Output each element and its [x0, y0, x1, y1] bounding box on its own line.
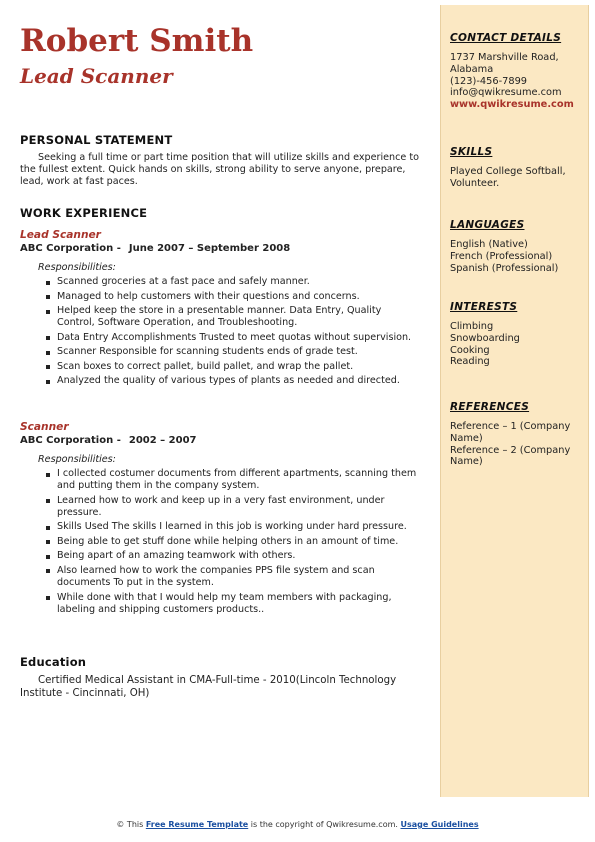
main-column [20, 22, 420, 699]
responsibilities-list [20, 468, 420, 616]
contact-email[interactable]: info@qwikresume.com [450, 87, 562, 99]
list-item: Climbing [450, 321, 494, 332]
responsibilities-label: Responsibilities: [38, 262, 116, 273]
contact-section [450, 32, 582, 111]
skills-heading: SKILLS [450, 146, 493, 158]
languages-list [450, 239, 582, 274]
list-item: Reading [450, 356, 490, 368]
interests-list [450, 321, 582, 368]
work-experience-heading: WORK EXPERIENCE [20, 206, 148, 220]
sidebar [440, 5, 589, 797]
usage-guidelines-link[interactable]: Usage Guidelines [400, 820, 479, 829]
list-item: Data Entry Accomplishments Trusted to meet quotas without supervision. [57, 332, 420, 344]
list-item: Snowboarding [450, 332, 520, 344]
references-list [450, 421, 582, 468]
job-company [20, 242, 420, 255]
footer-middle: is the copyright of Qwikresume.com. [248, 820, 401, 829]
job-title: Scanner [20, 421, 69, 433]
contact-website[interactable]: www.qwikresume.com [450, 99, 574, 111]
job-entry [20, 229, 420, 390]
list-item: Reference – 1 (Company Name) [450, 421, 571, 444]
company-name: ABC Corporation - [20, 243, 121, 254]
list-item: Learned how to work and keep up in a very fast environment, under pressure. [57, 495, 420, 519]
references-heading: REFERENCES [450, 401, 530, 413]
job-dates: June 2007 – September 2008 [128, 243, 291, 254]
list-item: Being apart of an amazing teamwork with others. [57, 550, 420, 562]
list-item: Scanned groceries at a fast pace and safely manner. [57, 276, 420, 288]
list-item: French (Professional) [450, 250, 553, 262]
responsibilities-list [20, 276, 420, 387]
education-text: Certified Medical Assistant in CMA-Full-time - 2010(Lincoln Technology Institute - Cincinnati, OH) [20, 675, 397, 699]
contact-heading: CONTACT DETAILS [450, 32, 562, 44]
list-item: Scan boxes to correct pallet, build pallet, and wrap the pallet. [57, 361, 420, 373]
contact-phone: (123)-456-7899 [450, 75, 528, 87]
skills-text: Played College Softball, Volunteer. [450, 166, 566, 189]
list-item: While done with that I would help my team members with packaging, labeling and shipping customers products.. [57, 592, 420, 616]
list-item: Helped keep the store in a presentable manner. Data Entry, Quality Control, Software Operation, and Troubleshooting. [57, 305, 420, 329]
interests-heading: INTERESTS [450, 301, 518, 313]
list-item: Managed to help customers with their questions and concerns. [57, 291, 420, 303]
free-resume-template-link[interactable]: Free Resume Template [145, 820, 249, 829]
company-name: ABC Corporation - [20, 435, 121, 446]
personal-statement-text: Seeking a full time or part time position that will utilize skills and experience to the fullest extent. Quick hands on skills, strong ability to serve anyone, prepare, lead, work at fast paces. [20, 152, 419, 188]
skills-section [450, 146, 582, 190]
candidate-title: Lead Scanner [20, 64, 173, 88]
education-heading: Education [20, 655, 87, 669]
personal-statement-heading: PERSONAL STATEMENT [20, 133, 173, 147]
list-item: Being able to get stuff done while helping others in an amount of time. [57, 536, 420, 548]
list-item: Scanner Responsible for scanning students ends of grade test. [57, 346, 420, 358]
contact-values [450, 52, 582, 111]
candidate-name: Robert Smith [20, 23, 254, 59]
list-item: Spanish (Professional) [450, 262, 559, 274]
footer [0, 820, 595, 829]
list-item: Reference – 2 (Company Name) [450, 444, 571, 468]
job-dates: 2002 – 2007 [128, 435, 197, 446]
job-title: Lead Scanner [20, 229, 101, 241]
list-item: Also learned how to work the companies PPS file system and scan documents To put in the system. [57, 565, 420, 589]
job-company [20, 434, 420, 447]
contact-address: 1737 Marshville Road, Alabama [450, 52, 559, 75]
references-section [450, 401, 582, 468]
list-item: Analyzed the quality of various types of plants as needed and directed. [57, 375, 420, 387]
footer-prefix: © This [116, 820, 146, 829]
interests-section [450, 301, 582, 368]
list-item: Cooking [450, 344, 490, 356]
languages-heading: LANGUAGES [450, 219, 525, 231]
list-item: English (Native) [450, 239, 528, 250]
list-item: Skills Used The skills I learned in this job is working under hard pressure. [57, 521, 420, 533]
languages-section [450, 219, 582, 274]
list-item: I collected costumer documents from different apartments, scanning them and putting them in the company system. [57, 468, 420, 492]
responsibilities-label: Responsibilities: [38, 454, 116, 465]
job-entry [20, 421, 420, 618]
